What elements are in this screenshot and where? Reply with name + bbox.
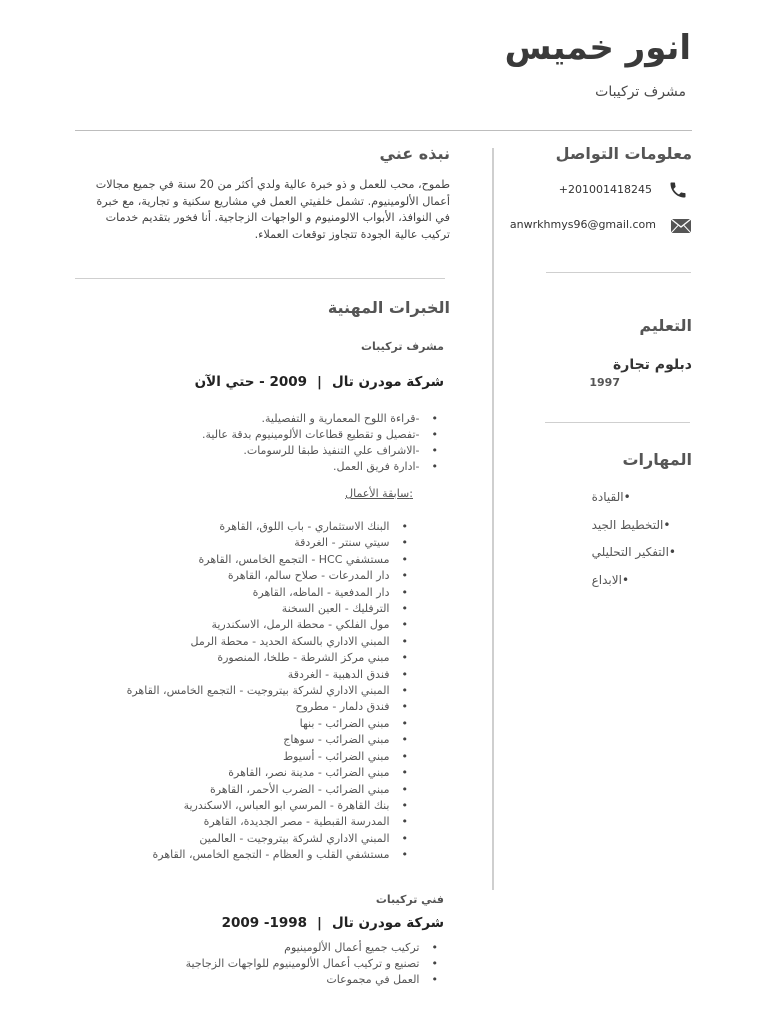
section-divider — [546, 272, 691, 273]
about-heading: نبذه عني — [379, 144, 450, 163]
duty-item: • تصنيع و تركيب أعمال الألومينيوم للواجهات الزجاجية — [186, 956, 438, 972]
project-item: • المبني الاداري بالسكة الحديد - محطة الرمل — [127, 634, 408, 650]
column-divider — [492, 148, 494, 890]
job-period: 2009 - حتي الآن — [194, 374, 308, 390]
skill-item: الابداع • — [592, 573, 688, 601]
company-name: شركة مودرن تال — [331, 374, 444, 390]
resume-name: انور خميس — [504, 28, 691, 68]
project-item: • مستشفي القلب و العظام - التجمع الخامس، القاهرة — [127, 847, 408, 863]
experience-heading: الخبرات المهنية — [327, 298, 450, 317]
projects-heading: سابقة الأعمال: — [345, 487, 413, 500]
job-title: فني تركيبات — [375, 893, 444, 906]
skills-heading: المهارات — [622, 450, 692, 469]
duty-item: • تركيب جميع أعمال الألومينيوم — [186, 940, 438, 956]
email-address: anwrkhmys96@gmail.com — [509, 218, 656, 231]
project-item: • مستشفي HCC - التجمع الخامس، القاهرة — [127, 552, 408, 568]
duty-item: • -ادارة فريق العمل. — [202, 459, 438, 475]
project-item: • مبني الضرائب - الضرب الأحمر، القاهرة — [127, 782, 408, 798]
skills-list — [592, 490, 688, 600]
duty-item: • -قراءة اللوح المعمارية و التفصيلية. — [202, 411, 438, 427]
project-item: • مول الفلكي - محطة الرمل، الاسكندرية — [127, 617, 408, 633]
job-company-line — [195, 374, 444, 390]
separator: | — [317, 374, 322, 390]
project-item: • سيتي سنتر - الغردقة — [127, 535, 408, 551]
duty-item: • -الاشراف علي التنفيذ طبقا للرسومات. — [202, 443, 438, 459]
project-item: • مبني الضرائب - أسيوط — [127, 749, 408, 765]
duty-item: • -تفصيل و تقطيع قطاعات الألومينيوم بدقة عالية. — [202, 427, 438, 443]
resume-job-title: مشرف تركيبات — [595, 84, 686, 100]
job-company-line — [222, 915, 444, 931]
job-title: مشرف تركيبات — [361, 340, 444, 353]
duty-item: • العمل في مجموعات — [186, 972, 438, 988]
project-item: • فندق دلمار - مطروح — [127, 699, 408, 715]
skill-item: التخطيط الجيد • — [592, 518, 688, 546]
project-item: • مبني مركز الشرطة - طلخا، المنصورة — [127, 650, 408, 666]
job-period: 1998- 2009 — [221, 915, 308, 931]
project-item: • فندق الدهبية - الغردقة — [127, 667, 408, 683]
contact-heading: معلومات التواصل — [555, 144, 692, 163]
project-item: • دار المدرعات - صلاح سالم، القاهرة — [127, 568, 408, 584]
project-item: • الترفليك - العين السخنة — [127, 601, 408, 617]
company-name: شركة مودرن تال — [331, 915, 444, 931]
project-item: • مبني الضرائب - سوهاج — [127, 732, 408, 748]
header-divider — [75, 130, 692, 131]
projects-list — [127, 519, 408, 864]
phone-row — [508, 180, 688, 202]
project-item: • مبني الضرائب - مدينة نصر، القاهرة — [127, 765, 408, 781]
education-degree: دبلوم تجارة — [613, 357, 692, 373]
phone-icon — [668, 180, 688, 200]
project-item: • بنك القاهرة - المرسي ابو العباس، الاسكندرية — [127, 798, 408, 814]
phone-number: +201001418245 — [558, 183, 652, 196]
section-divider — [545, 422, 690, 423]
job-duties-list — [202, 411, 438, 475]
education-year: 1997 — [589, 376, 620, 389]
separator: | — [317, 915, 322, 931]
project-item: • دار المدفعية - الماظه، القاهرة — [127, 585, 408, 601]
project-item: • البنك الاستثماري - باب اللوق، القاهرة — [127, 519, 408, 535]
project-item: • المدرسة القبطية - مصر الجديدة، القاهرة — [127, 814, 408, 830]
education-heading: التعليم — [639, 316, 692, 335]
email-row — [509, 216, 692, 236]
skill-item: التفكير التحليلي • — [592, 545, 688, 573]
about-paragraph: طموح، محب للعمل و ذو خبرة عالية ولدي أكثر من 20 سنة في جميع مجالات أعمال الألومينيوم. تشمل خلفيتي العمل في مشاريع سكنية و تجارية، مع خبرة في النوافذ، الأبواب الالومنيوم و الواجهات الزجاجية. أنا فخور بتقديم خدمات تركيب عالية الجودة تتجاوز توقعات العملاء. — [95, 178, 450, 241]
envelope-icon — [670, 218, 692, 234]
project-item: • مبني الضرائب - بنها — [127, 716, 408, 732]
section-divider — [75, 278, 445, 279]
project-item: • المبني الاداري لشركة بيتروجيت - التجمع الخامس، القاهرة — [127, 683, 408, 699]
job-duties-list — [186, 940, 438, 988]
skill-item: القيادة • — [592, 490, 688, 518]
project-item: • المبني الاداري لشركة بيتروجيت - العالمين — [127, 831, 408, 847]
